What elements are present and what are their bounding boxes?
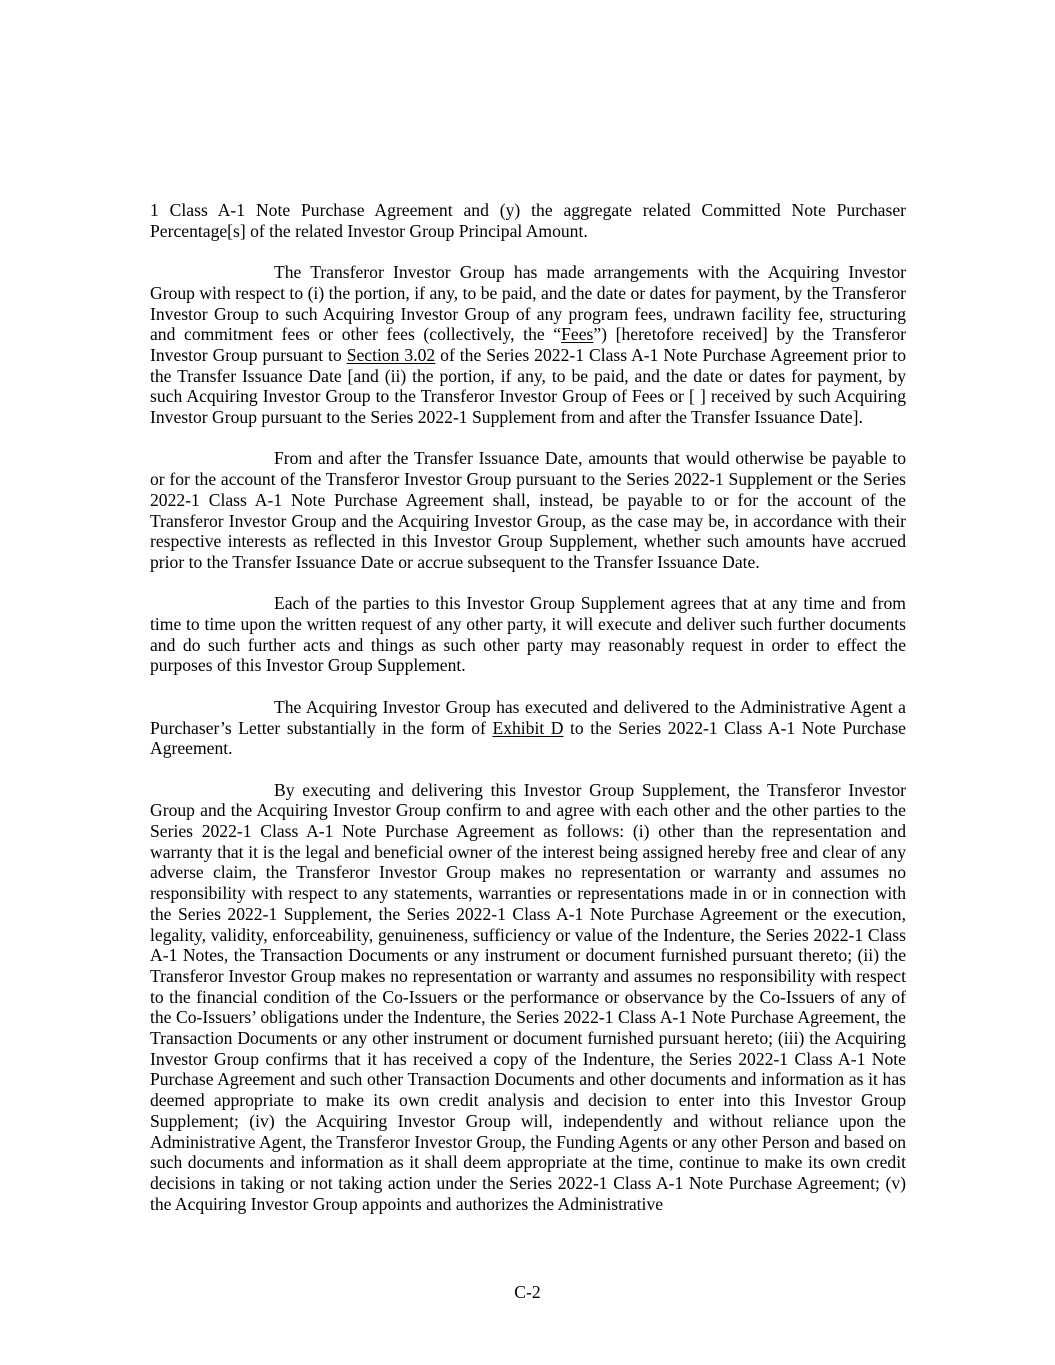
document-body [150, 200, 906, 1214]
paragraph-fees [150, 262, 906, 428]
paragraph-text: By executing and delivering this Investor Group Supplement, the Transferor Investor Group and the Acquiring Investor Group confirm to and agree with each other and the other parties to the Series 2022-1 Class A-1 Note Purchase Agreement as follows: (i) other than the representation and warranty that it is the legal and beneficial owner of the interest being assigned hereby free and clear of any adverse claim, the Transferor Investor Group makes no representation or warranty and assumes no responsibility with respect to any statements, warranties or representations made in or in connection with the Series 2022-1 Supplement, the Series 2022-1 Class A-1 Note Purchase Agreement or the execution, legality, validity, enforceability, genuineness, sufficiency or value of the Indenture, the Series 2022-1 Class A-1 Notes, the Transaction Documents or any instrument or document furnished pursuant thereto; (ii) the Transferor Investor Group makes no representation or warranty and assumes no responsibility with respect to the financial condition of the Co-Issuers or the performance or observance by the Co-Issuers of any of the Co-Issuers’ obligations under the Indenture, the Series 2022-1 Class A-1 Note Purchase Agreement, the Transaction Documents or any other instrument or document furnished pursuant hereto; (iii) the Acquiring Investor Group confirms that it has received a copy of the Indenture, the Series 2022-1 Class A-1 Note Purchase Agreement and such other Transaction Documents and other documents and information as it has deemed appropriate to make its own credit analysis and decision to enter into this Investor Group Supplement; (iv) the Acquiring Investor Group will, independently and without reliance upon the Administrative Agent, the Transferor Investor Group, the Funding Agents or any other Person and based on such documents and information as it shall deem appropriate at the time, continue to make its own credit decisions in taking or not taking action under the Series 2022-1 Class A-1 Note Purchase Agreement; (v) the Acquiring Investor Group appoints and authorizes the Administrative [150, 779, 906, 1214]
paragraph-continuation [150, 200, 906, 241]
paragraph-text: Each of the parties to this Investor Group Supplement agrees that at any time and from time to time upon the written request of any other party, it will execute and deliver such further documents and do such further acts and things as such other party may reasonably request in order to effect the purposes of this Investor Group Supplement. [150, 593, 906, 676]
paragraph-text: The Acquiring Investor Group has executed and delivered to the Administrative Agent a Purchaser’s Letter substantially in the form of [150, 696, 906, 738]
paragraph-confirmations [150, 780, 906, 1215]
page-number: C-2 [514, 1282, 541, 1302]
paragraph-text: ”) [heretofore received] by the Transferor Investor Group pursuant to [150, 324, 906, 365]
defined-term-fees: Fees [561, 324, 594, 345]
paragraph-text: to the Series 2022-1 Class A-1 Note Purchase Agreement. [150, 717, 906, 759]
paragraph-payments [150, 448, 906, 572]
section-reference: Section 3.02 [346, 344, 436, 365]
paragraph-further-assurances [150, 593, 906, 676]
exhibit-reference: Exhibit D [492, 717, 564, 738]
paragraph-text: The Transferor Investor Group has made arrangements with the Acquiring Investor Group with respect to (i) the portion, if any, to be paid, and the date or dates for payment, by the Transferor Investor Group to such Acquiring Investor Group of any program fees, undrawn facility fee, structuring and commitment fees or other fees (collectively, the “ [150, 262, 906, 345]
paragraph-purchasers-letter [150, 697, 906, 759]
paragraph-text: From and after the Transfer Issuance Date, amounts that would otherwise be payable to or for the account of the Transferor Investor Group pursuant to the Series 2022-1 Supplement or the Series 2022-1 Class A-1 Note Purchase Agreement shall, instead, be payable to or for the account of the Transferor Investor Group and the Acquiring Investor Group, as the case may be, in accordance with their respective interests as reflected in this Investor Group Supplement, whether such amounts have accrued prior to the Transfer Issuance Date or accrue subsequent to the Transfer Issuance Date. [150, 448, 906, 572]
paragraph-text: of the Series 2022-1 Class A-1 Note Purchase Agreement prior to the Transfer Issuance Date [and (ii) the portion, if any, to be paid, and the date or dates for payment, by such Acquiring Investor Group to the Transferor Investor Group of Fees or [ ] received by such Acquiring Investor Group pursuant to the Series 2022-1 Supplement from and after the Transfer Issuance Date]. [150, 344, 906, 428]
paragraph-text: 1 Class A-1 Note Purchase Agreement and (y) the aggregate related Committed Note Purchaser Percentage[s] of the related Investor Group Principal Amount. [150, 200, 906, 241]
